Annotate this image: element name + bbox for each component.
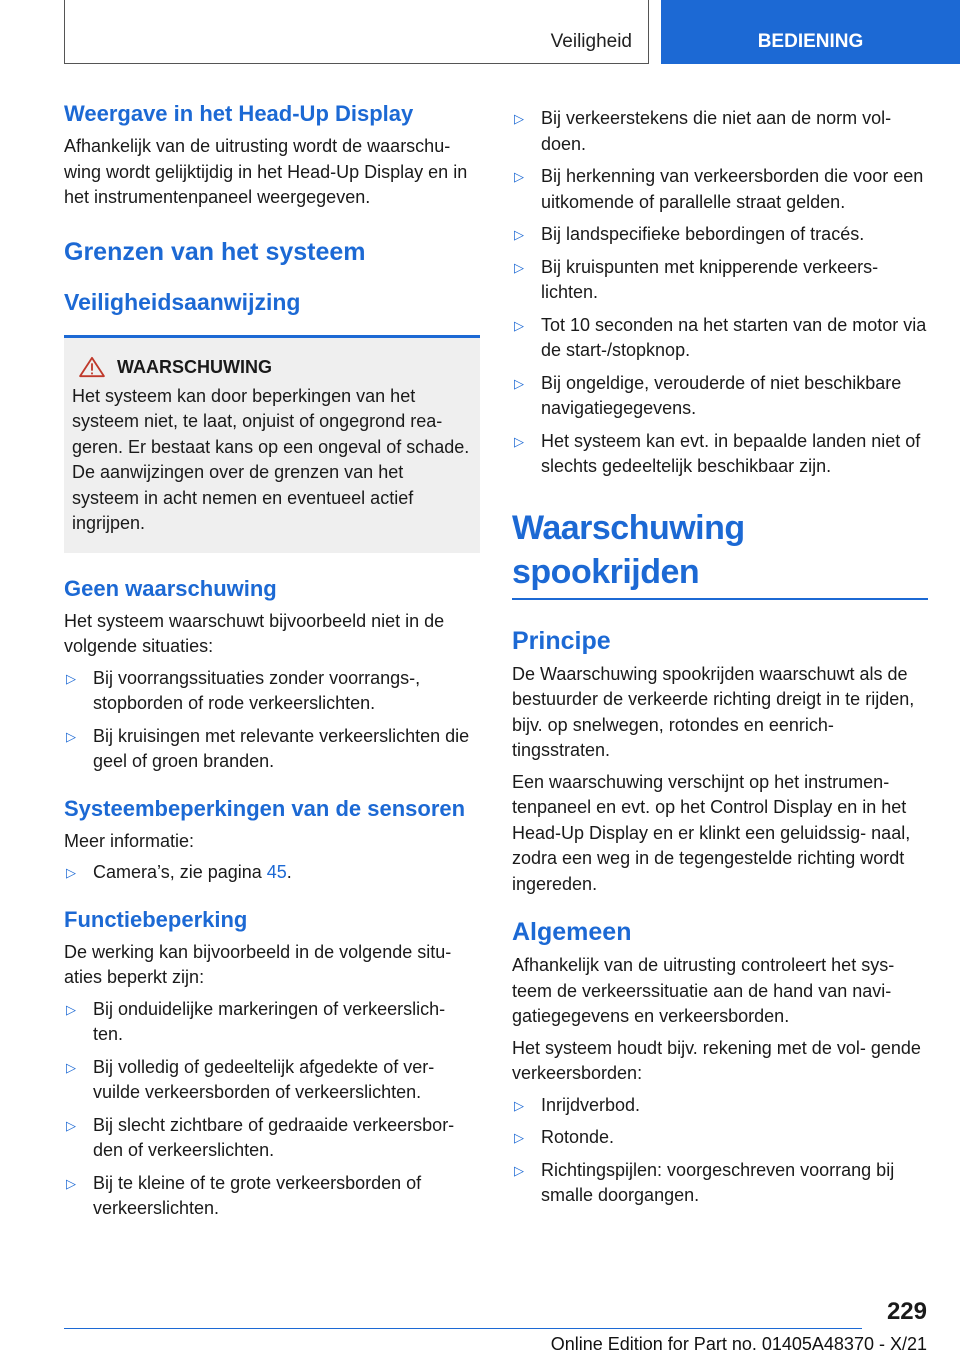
header-box: [64, 0, 649, 64]
list-item: [512, 1158, 928, 1209]
section-heading-limits: Grenzen van het systeem: [64, 237, 366, 266]
section-heading-safety: Veiligheidsaanwijzing: [64, 288, 301, 315]
triangle-bullet-icon: ▷: [66, 670, 76, 686]
triangle-bullet-icon: ▷: [514, 1097, 524, 1113]
triangle-bullet-icon: ▷: [514, 1162, 524, 1178]
list-item: [64, 1171, 480, 1222]
function-list: [64, 997, 480, 1222]
sensor-list: [64, 860, 480, 886]
section-heading-principle: Principe: [512, 626, 611, 655]
triangle-bullet-icon: ▷: [66, 1059, 76, 1075]
function-list-continued: [512, 106, 928, 480]
list-item-text: Richtingspijlen: voorgeschreven voorrang bij smalle doorgangen.: [541, 1159, 895, 1205]
list-item-text: Bij kruispunten met knipperende verkeers‐ lichten.: [541, 256, 879, 302]
triangle-bullet-icon: ▷: [66, 1175, 76, 1191]
list-item: [512, 1125, 928, 1151]
no-warning-paragraph: Het systeem waarschuwt bijvoorbeeld niet in de volgende situaties:: [64, 610, 445, 656]
list-item: [512, 1093, 928, 1119]
triangle-bullet-icon: ▷: [514, 433, 524, 449]
list-item-text: Bij herkenning van verkeersborden die voor een uitkomende of parallelle straat gelden.: [541, 166, 924, 212]
general-paragraph-1: Afhankelijk van de uitrusting controleert het sys‐ teem de verkeerssituatie aan de hand van navi‐ gatiegegevens en verkeersborden.: [512, 955, 895, 1026]
list-item: [512, 222, 928, 248]
list-item-text: Bij voorrangssituaties zonder voorrangs-, stopborden of rode verkeerslichten.: [93, 667, 421, 713]
list-item: [64, 860, 480, 886]
left-column: [64, 100, 480, 1229]
sensor-paragraph: Meer informatie:: [64, 830, 195, 851]
section-heading-sensors: Systeembeperkingen van de sensoren: [64, 795, 466, 821]
list-item-text: Bij te kleine of te grote verkeersborden of verkeerslichten.: [93, 1172, 422, 1218]
section-heading-function: Functiebeperking: [64, 906, 248, 932]
list-item-text: Bij kruisingen met relevante verkeerslichten die geel of groen branden.: [93, 725, 470, 771]
list-item: [64, 724, 480, 775]
list-item: [64, 1113, 480, 1164]
triangle-bullet-icon: ▷: [66, 865, 76, 880]
warning-box: [64, 335, 480, 553]
list-item: [512, 429, 928, 480]
page-number: 229: [886, 1298, 927, 1325]
triangle-bullet-icon: ▷: [514, 259, 524, 275]
list-item-text: Bij landspecifieke bebordingen of tracés.: [541, 224, 865, 244]
triangle-bullet-icon: ▷: [66, 1117, 76, 1133]
principle-paragraph-2: Een waarschuwing verschijnt op het instrumen‐ tenpaneel en evt. op het Control Display en in het Head-Up Display en er klinkt een geluidssig‐ naal, zodra een weg in de tegengestelde richting wordt ingereden.: [512, 771, 911, 894]
warning-triangle-icon: [77, 356, 107, 378]
list-item: [64, 666, 480, 717]
list-item-end: .: [286, 862, 292, 882]
chapter-heading-wrong-way: Waarschuwing spookrijden: [512, 506, 928, 600]
list-item-text: Bij verkeerstekens die niet aan de norm vol‐ doen.: [541, 108, 892, 154]
footer-edition-text: Online Edition for Part no. 01405A48370 - X/21: [550, 1334, 927, 1354]
hud-paragraph: Afhankelijk van de uitrusting wordt de waarschu‐ wing wordt gelijktijdig in het Head-Up Display en in het instrumentenpaneel weergegeven.: [64, 136, 468, 207]
triangle-bullet-icon: ▷: [514, 375, 524, 391]
list-item-text: Bij onduidelijke markeringen of verkeerslich‐ ten.: [93, 998, 446, 1044]
list-item-text: Het systeem kan evt. in bepaalde landen niet of slechts gedeeltelijk beschikbaar zijn.: [541, 430, 921, 476]
list-item-text: Inrijdverbod.: [541, 1094, 641, 1115]
right-column: [512, 100, 928, 1216]
function-paragraph: De werking kan bijvoorbeeld in de volgende situ‐ aties beperkt zijn:: [64, 941, 452, 987]
header-section-title: Veiligheid: [550, 31, 632, 52]
section-heading-general: Algemeen: [512, 918, 632, 946]
triangle-bullet-icon: ▷: [66, 1001, 76, 1017]
list-item-text: Camera’s, zie pagina: [93, 862, 267, 882]
list-item: [512, 255, 928, 306]
list-item: [512, 371, 928, 422]
triangle-bullet-icon: ▷: [514, 227, 524, 242]
triangle-bullet-icon: ▷: [514, 317, 524, 333]
footer-divider: [64, 1328, 862, 1329]
section-heading-no-warning: Geen waarschuwing: [64, 575, 277, 601]
warning-title: [72, 354, 470, 380]
no-warning-list: [64, 666, 480, 775]
triangle-bullet-icon: ▷: [66, 728, 76, 744]
list-item: [512, 106, 928, 157]
warning-text: Het systeem kan door beperkingen van het systeem niet, te laat, onjuist of ongegrond rea‐ geren. Er bestaat kans op een ongeval of schade. De aanwijzingen over de grenzen van het systeem in acht nemen en eventueel actief ingrijpen.: [72, 385, 470, 533]
list-item: [64, 997, 480, 1048]
list-item: [512, 164, 928, 215]
section-heading-hud: Weergave in het Head-Up Display: [64, 101, 414, 126]
list-item-text: Rotonde.: [541, 1127, 615, 1147]
list-item-text: Bij ongeldige, verouderde of niet beschikbare navigatiegegevens.: [541, 372, 902, 418]
list-item-text: Bij slecht zichtbare of gedraaide verkeersbor‐ den of verkeerslichten.: [93, 1114, 455, 1160]
list-item-text: Bij volledig of gedeeltelijk afgedekte of ver‐ vuilde verkeersborden of verkeerslichten.: [93, 1056, 435, 1102]
traffic-signs-list: [512, 1093, 928, 1209]
list-item: [64, 1055, 480, 1106]
triangle-bullet-icon: ▷: [514, 111, 524, 126]
page-link-45[interactable]: 45: [266, 862, 287, 882]
principle-paragraph-1: De Waarschuwing spookrijden waarschuwt als de bestuurder de verkeerde richting dreigt in te rijden, bijv. op snelwegen, rotondes en eenrich‐ tingsstraten.: [512, 663, 915, 760]
list-item: [512, 313, 928, 364]
general-paragraph-2: Het systeem houdt bijv. rekening met de vol‐ gende verkeersborden:: [512, 1037, 921, 1083]
list-item-text: Tot 10 seconden na het starten van de motor via de start-/stopknop.: [541, 314, 927, 360]
triangle-bullet-icon: ▷: [514, 169, 524, 184]
triangle-bullet-icon: ▷: [514, 1130, 524, 1145]
header-tab-bediening[interactable]: BEDIENING: [661, 0, 960, 64]
warning-title-text: WAARSCHUWING: [117, 356, 272, 377]
